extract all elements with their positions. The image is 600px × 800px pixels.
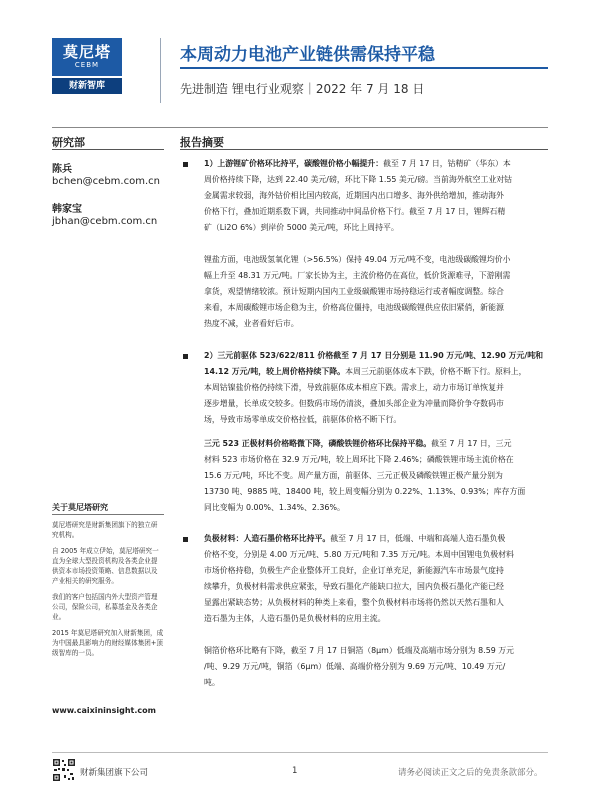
website-link[interactable]: www.caixininsight.com <box>52 706 156 715</box>
right-section-rule <box>180 149 548 150</box>
report-title: 本周动力电池产业链供需保持平稳 <box>180 45 435 65</box>
about-heading: 关于莫尼塔研究 <box>52 503 108 512</box>
about-paragraph: 我们的客户包括国内外大型资产管理公司，保险公司，私募基金及各类企业。 <box>52 593 158 621</box>
footer-disclaimer: 请务必阅读正文之后的免责条款部分。 <box>398 768 543 778</box>
cathode-paragraph: 三元 523 正极材料价格略微下降，磷酸铁锂价格环比保持平稳。截至 7 月 17 日，三元 材料 523 市场价格在 32.9 万元/吨，较上周环比下降 2.46%；磷酸铁锂市场主流价格在 15.6 万元/吨，环比不变。周产量方面，前驱体、三元正极及磷酸铁锂正极产量分别为 13730 吨、9885 吨、18400 吨，较上周变幅分别为 0.22%、1.13%、0.93%；库存方面 同比变幅为 0.00%、1.34%、2.36%。 <box>204 439 526 512</box>
page-number: 1 <box>292 766 298 776</box>
about-paragraph: 莫尼塔研究是财新集团旗下的独立研究机构。 <box>52 521 158 539</box>
report-subtitle: 先进制造 锂电行业观察｜2022 年 7 月 18 日 <box>180 82 425 96</box>
logo-sub: 财新智库 <box>52 78 122 94</box>
header-divider <box>160 38 161 103</box>
research-dept-heading: 研究部 <box>52 136 85 149</box>
report-summary-heading: 报告摘要 <box>180 136 224 149</box>
about-text <box>52 520 164 664</box>
header-rule <box>52 127 548 128</box>
footer-company: 财新集团旗下公司 <box>80 768 149 778</box>
analyst-2-email[interactable]: jbhan@cebm.com.cn <box>52 216 158 227</box>
left-section-rule <box>52 149 164 150</box>
item-1: 1）上游锂矿价格环比持平，碳酸锂价格小幅提升：截至 7 月 17 日，钴精矿（华东）本 周价格持续下降，达到 22.40 美元/磅，环比下降 1.55 美元/磅。当前海外航空工业对钴 金属需求较弱，海外钴价相比国内较高，近期国内出口增多、海外供给增加，推动海外 价格下行，叠加近期系数下调，共同推动中间品价格下行。截至 7 月 17 日，锂辉石精 矿（Li2O 6%）到岸价 5000 美元/吨，环比上周持平。 <box>204 159 513 232</box>
copper-foil-paragraph: 铜箔价格环比略有下降，截至 7 月 17 日铜箔（8μm）低端及高端市场分别为 8.59 万元 /吨、9.29 万元/吨，铜箔（6μm）低端、高端价格分别为 9.69 万元/吨、10.49 万元/ 吨。 <box>204 646 515 687</box>
logo-en: CEBM <box>74 61 100 69</box>
analyst-1-name: 陈兵 <box>52 164 72 175</box>
about-rule <box>52 514 164 515</box>
about-paragraph: 自 2005 年成立伊始，莫尼塔研究一直为全球大型投资机构及各类企业提供资本市场投资策略、信息数据以及产业相关的研究服务。 <box>52 547 159 585</box>
cebm-logo <box>52 38 122 96</box>
footer-rule <box>52 752 548 753</box>
about-paragraph: 2015 年莫尼塔研究加入财新集团，成为中国最具影响力的财经媒体集团+顶级智库的一员。 <box>52 629 164 657</box>
analyst-1-email[interactable]: bchen@cebm.com.cn <box>52 176 160 187</box>
title-underline <box>180 67 548 69</box>
logo-cn: 莫尼塔 <box>62 43 111 61</box>
qr-code-icon <box>52 758 76 782</box>
lithium-salt-paragraph: 锂盐方面，电池级氢氧化锂（>56.5%）保持 49.04 万元/吨不变，电池级碳酸锂均价小 幅上升至 48.31 万元/吨。厂家长协为主，主流价格仍在高位，低价货源难寻，下游刚需 拿货，观望情绪较浓。预计短期内国内工业级碳酸锂市场持稳运行或者幅度调整。综合 来看，本周碳酸锂市场企稳为主，价格高位僵持，电池级碳酸锂供应依旧紧俏，新能源 热度不减，业者看好后市。 <box>204 255 511 328</box>
analyst-2-name: 韩家宝 <box>52 204 82 215</box>
item-2: 2）三元前驱体 523/622/811 价格截至 7 月 17 日分别是 11.90 万元/吨、12.90 万元/吨和 14.12 万元/吨，较上周价格持续下降。本周三元前驱体成本下跌，价格不断下行。原料上， 本周钴镍盐价格仍持续下滑，导致前驱体成本相应下跌。需求上，动力市场订单恢复并 逐步增量，长单成交较多。但数码市场仍清淡，叠加头部企业为冲量而降价争夺数码市 场，导致市场零单成交价格拉低，前驱体价格不断下行。 <box>204 351 544 424</box>
item-3: 负极材料：人造石墨价格环比持平。截至 7 月 17 日，低端、中端和高端人造石墨负极 价格不变，分别是 4.00 万元/吨、5.80 万元/吨和 7.35 万元/吨。本周中国锂电负极材料 市场价格持稳，负极生产企业整体开工良好，企业订单充足，新能源汽车市场景气度持 续攀升，负极材料需求供应紧张，导致石墨化产能缺口拉大，国内负极石墨化产能已经 显露出紧缺态势；从负极材料的种类上来看，整个负极材料市场将仍然以天然石墨和人 造石墨为主体，人造石墨仍是负极材料的应用主流。 <box>204 534 514 623</box>
